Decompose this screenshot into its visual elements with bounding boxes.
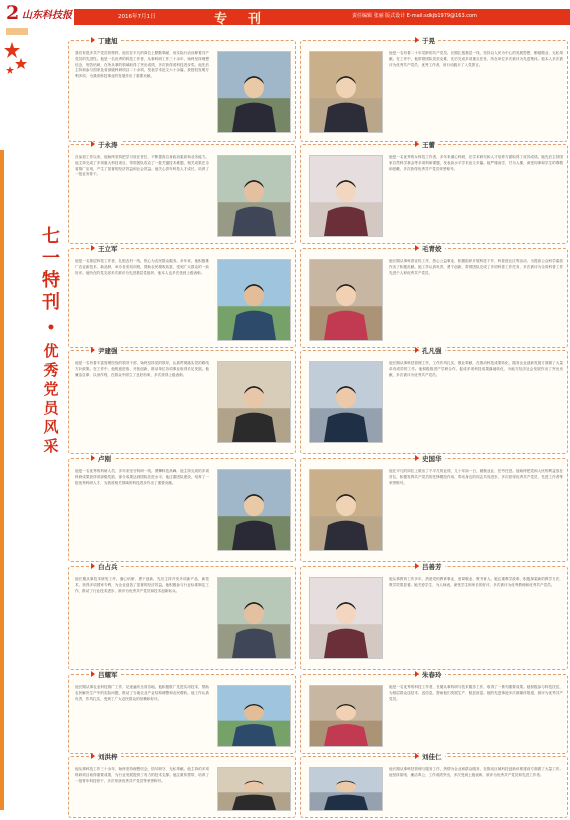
person-photo xyxy=(309,259,383,341)
profile-card xyxy=(300,563,568,670)
person-name: 吕善芳 xyxy=(419,562,445,571)
person-bio: 他是一名基层科技工作者，扎根农村一线，热心为农民群众服务。多年来，他积极推广农业新技术、新品种，举办各类培训班，帮助农民增收致富，受到广大群众的一致好评。他所在的党支部多次被评为先进基层党组织，他本人也多次受到上级表彰。 xyxy=(75,259,209,275)
person-name: 尹建强 xyxy=(95,346,121,355)
page-number: 2 xyxy=(6,2,20,24)
person-bio: 她长期从事科普宣传工作，热心公益事业，积极组织开展科技下乡、科普进社区等活动，为提高公众科学素质作出了积极贡献。她工作认真负责，勇于创新，带领团队完成了多项科普工作任务，多次被评为全省科普工作先进个人和优秀共产党员。 xyxy=(389,259,563,275)
person-name: 白占兵 xyxy=(95,562,121,571)
person-name: 刘佳仁 xyxy=(419,752,445,761)
feature-title-line2: 优秀党员风采 xyxy=(43,342,59,455)
person-name: 王蕾 xyxy=(419,140,438,149)
profile-card xyxy=(300,347,568,454)
person-photo xyxy=(309,51,383,133)
person-photo xyxy=(217,51,291,133)
person-name: 于永涛 xyxy=(95,140,121,149)
person-photo xyxy=(217,361,291,443)
person-name: 史国华 xyxy=(419,454,445,463)
decorative-bar xyxy=(6,28,28,35)
person-photo xyxy=(217,767,291,811)
person-bio: 她从事教育工作多年，热爱党的教育事业，爱岗敬业、教书育人。她注重教学改革，积极探索新的教学方法，教学效果显著。她关爱学生、为人师表，深受学生和家长的好评，多次被评为优秀教师和优秀共产党员。 xyxy=(389,577,563,587)
person-bio: 他是一名有着丰富管理经验的领导干部，始终坚持党的领导，认真贯彻落实党的路线方针政策。在工作中，他锐意进取、开拓创新，推动单位各项事业取得长足发展。他廉洁自律、以身作则，在群众中树立了良好形象，多次获得上级表彰。 xyxy=(75,361,209,377)
person-name: 于晃 xyxy=(419,36,438,45)
profile-card xyxy=(68,753,296,818)
person-photo xyxy=(217,577,291,659)
person-bio: 他是一名有着二十年党龄的共产党员，长期扎根基层一线，坚持以人民为中心的发展思想，勤勉敬业、无私奉献。在工作中，他带领团队攻坚克难，先后完成多项重点任务，所在单位多次被评为先进集体。他本人多次被评为优秀共产党员、优秀工作者，用行动践行了入党誓言。 xyxy=(389,51,563,67)
person-photo xyxy=(309,577,383,659)
profile-card xyxy=(300,37,568,142)
person-bio: 他在平凡的岗位上做出了不平凡的业绩，几十年如一日，兢兢业业、任劳任怨。他始终把党和人民的利益放在首位，积极发挥共产党员的先锋模范作用，带动身边的同志共同进步，多次获得优秀共产党员、先进工作者等荣誉称号。 xyxy=(389,469,563,485)
feature-title xyxy=(40,226,62,456)
profile-card xyxy=(300,753,568,818)
issue-date: 2016年7月1日 xyxy=(118,14,156,20)
person-bio: 他长期从事技术研发工作，潜心钻研、勇于创新，先后主持开发多项新产品、新技术，获得多项国家专利，为企业创造了显著的经济效益。他积极参与行业标准制定工作，推动了行业技术进步，被评为优秀共产党员和技术创新标兵。 xyxy=(75,577,209,593)
person-photo xyxy=(309,685,383,747)
profile-card xyxy=(68,245,296,348)
person-photo xyxy=(217,685,291,747)
person-photo xyxy=(309,361,383,443)
profile-card xyxy=(68,347,296,454)
profile-card xyxy=(68,37,296,142)
person-name: 刘洪梓 xyxy=(95,752,121,761)
stars-decoration xyxy=(4,40,28,78)
profile-card xyxy=(300,141,568,244)
person-bio: 他长期从事科技管理与服务工作，热情为企业和群众服务，在推动区域科技创新体系建设方面做了大量工作。他坚持原则、廉洁奉公，工作成绩突出，多次受到上级表彰，被评为优秀共产党员和先进工作者。 xyxy=(389,767,563,777)
profile-card xyxy=(300,455,568,562)
profile-card xyxy=(68,455,296,562)
person-photo xyxy=(309,155,383,237)
feature-title-line1: 七一特刊 xyxy=(42,226,60,313)
profile-card xyxy=(68,141,296,244)
profile-card xyxy=(300,245,568,348)
section-title: 专 刊 xyxy=(214,12,266,27)
person-bio: 他长期从事科技管理工作，工作作风扎实，敬业奉献，在推动科技成果转化、服务企业创新发展方面做了大量卓有成效的工作。他积极推进产学研合作，促成多项科技成果落地转化，为地方经济社会发展作出了突出贡献，多次被评为优秀共产党员。 xyxy=(389,361,563,377)
person-bio: 我们有很多共产党员的榜样，他们在平凡的岗位上默默奉献，用实际行动诠释着共产党员的先进性。他是一名优秀的科技工作者，从事科研工作三十余年，始终坚持理想信念，刻苦钻研，在所从事的领域取得了突出成绩，多次获得省科技进步奖。他先后主持和参与国家及省部级科研项目二十余项，发表学术论文六十余篇，获授权发明专利多项，为我省科技事业的发展作出了重要贡献。 xyxy=(75,51,209,79)
person-name: 朱春玲 xyxy=(419,670,445,679)
profile-card xyxy=(68,563,296,670)
person-bio: 他是一名优秀的科研人员，多年来坚守科研一线，勇攀科技高峰。他主持完成的多项科研成果获得省部级奖励，部分成果达到国际先进水平。他注重团队建设，培养了一批优秀科研人才，为我省相关领域的科技进步作出了重要贡献。 xyxy=(75,469,209,485)
person-bio: 自参加工作以来，他始终坚持把学习放在首位，不断提高自身政治素质和业务能力。他主持完成了多项重大科技项目，带领团队攻克了一批关键技术难题，相关成果在全省推广应用，产生了显著的经济效益和社会效益。他关心青年科技人才成长，培养了一批业务骨干。 xyxy=(75,155,209,177)
person-bio: 他从事科技工作三十余年，始终坚持理想信念，恪尽职守、无私奉献。他主持的多项科研项目取得重要成果，为行业发展提供了有力的技术支撑。他注重传帮带，培养了一批青年科技骨干，多次荣获优秀共产党员等荣誉称号。 xyxy=(75,767,209,783)
person-name: 王立军 xyxy=(95,244,121,253)
person-bio: 她是一名优秀的女科技工作者，多年来潜心科研，在学术研究和人才培养方面取得了优异成绩。她先后主持国家自然科学基金等多项科研课题，发表高水平学术论文多篇。她严谨治学、甘为人梯，深受同事和学生的尊敬和爱戴，多次获得优秀共产党员荣誉称号。 xyxy=(389,155,563,171)
side-accent-bar xyxy=(0,150,4,810)
person-photo xyxy=(217,155,291,237)
person-photo xyxy=(309,469,383,551)
person-photo xyxy=(309,767,383,811)
person-bio: 他长期从事农业科技推广工作，足迹遍布全省各地。他积极推广先进实用技术，帮助农民解决生产中的实际问题，推动了当地农业产业结构调整和农民增收。他工作认真负责，作风扎实，受到了广大农民群众的信赖和好评。 xyxy=(75,685,209,701)
person-photo xyxy=(217,259,291,341)
masthead: 山东科技报 xyxy=(22,10,72,21)
person-name: 孔凡强 xyxy=(419,346,445,355)
person-name: 毛青姣 xyxy=(419,244,445,253)
person-name: 丁建旭 xyxy=(95,36,121,45)
person-name: 卢刚 xyxy=(95,454,114,463)
editor-info: 责任编辑 张丽 版式设计 E-mail:sdkjb1979@163.com xyxy=(352,13,477,19)
profile-card xyxy=(300,671,568,754)
person-name: 吕耀军 xyxy=(95,670,121,679)
profile-card xyxy=(68,671,296,754)
person-bio: 她是一名优秀的科技工作者，长期从事科研与技术服务工作，取得了一系列重要成果。她积极参与科技扶贫，为基层群众送技术、送信息，帮助他们发展生产、脱贫致富。她的先进事迹多次被媒体报道，被评为优秀共产党员。 xyxy=(389,685,563,701)
person-photo xyxy=(217,469,291,551)
title-separator: • xyxy=(46,320,56,336)
